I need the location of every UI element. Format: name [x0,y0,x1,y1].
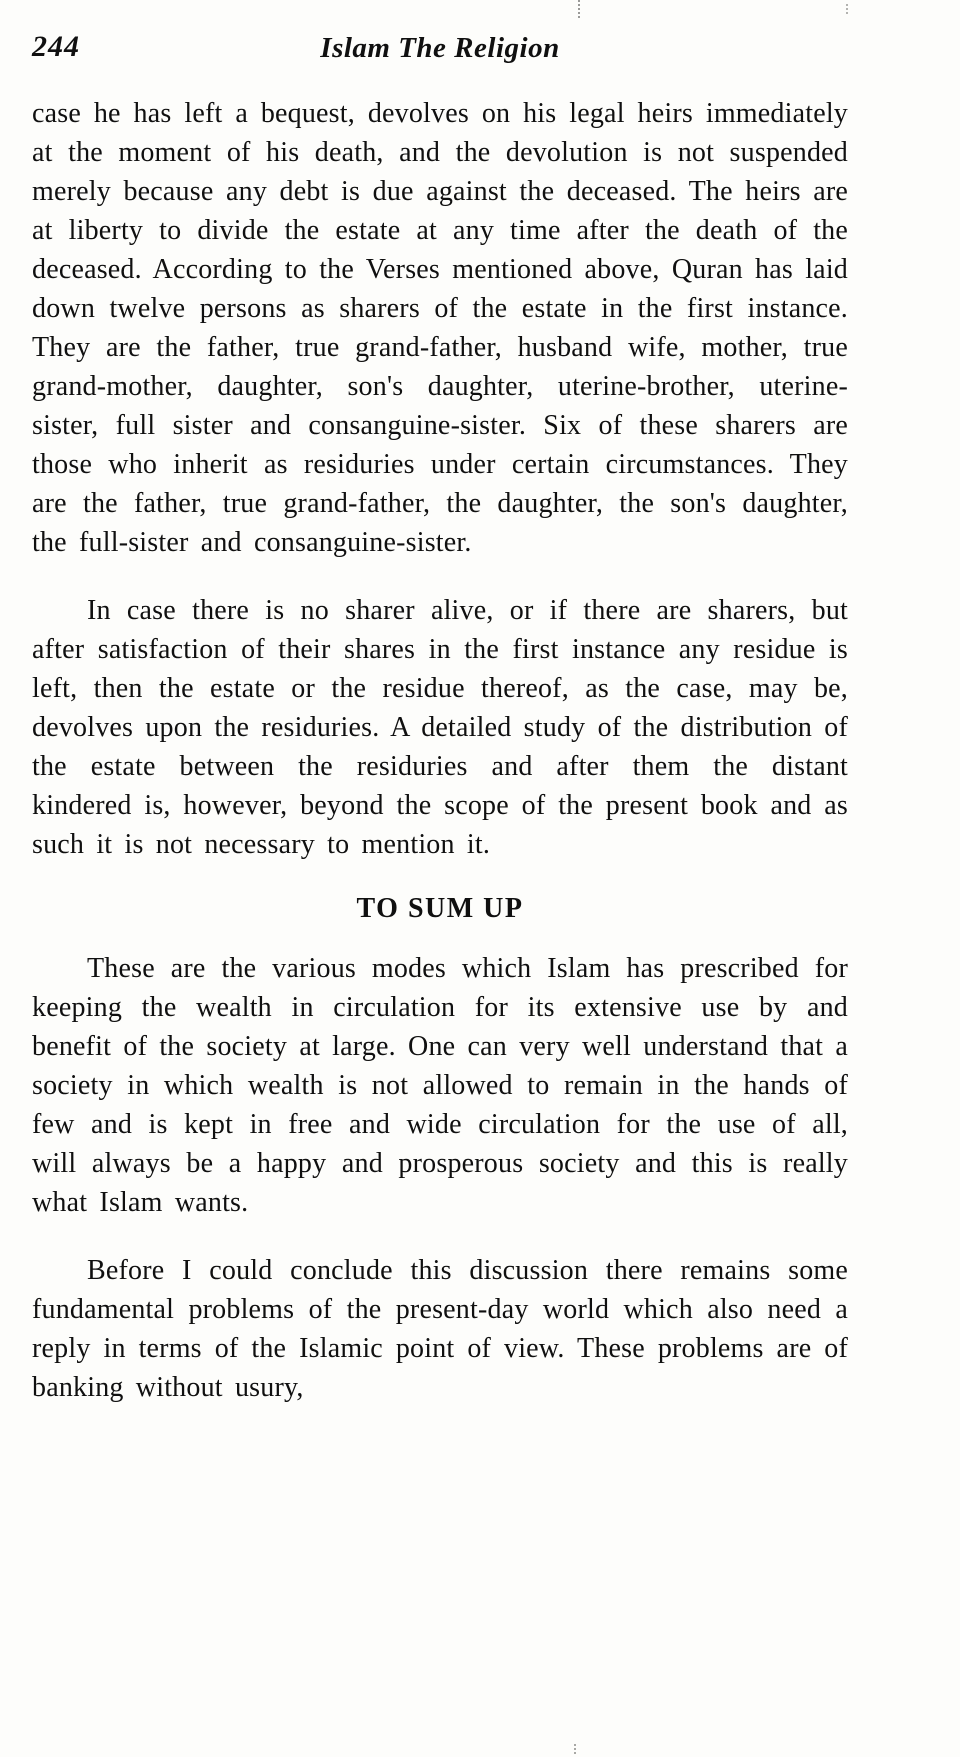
running-header [32,26,848,70]
scan-artifact [846,4,851,14]
paragraph-2: In case there is no sharer alive, or if there are sharers, but after satisfaction of their shares in the first instance any residue is left, then the estate or the residue thereof, as the case, may be, devolves upon the residuries. A detailed study of the distribution of the estate between the residuries and after them the distant kindered is, however, beyond the scope of the present book and as such it is not necessary to mention it. [32,595,848,860]
paragraph-3: These are the various modes which Islam has prescribed for keeping the wealth in circulation for its extensive use by and benefit of the society at large. One can very well understand that a society in which wealth is not allowed to remain in the hands of few and is kept in free and wide circulation for the use of all, will always be a happy and prosperous society and this is really what Islam wants. [32,953,848,1218]
page-body [32,94,848,1407]
paragraph-continuation: case he has left a bequest, devolves on his legal heirs immediately at the moment of his death, and the devolution is not suspended merely because any debt is due against the deceased. The heirs are at liberty to divide the estate at any time after the death of the deceased. According to the Verses mentioned above, Quran has laid down twelve persons as sharers of the estate in the first instance. They are the father, true grand-father, husband wife, mother, true grand-mother, daughter, son's daughter, uterine-brother, uterine-sister, full sister and consanguine-sister. Six of these sharers are those who inherit as residuries under certain circumstances. They are the father, true grand-father, the daughter, the son's daughter, the full-sister and consanguine-sister. [32,98,848,558]
page-number: 244 [32,30,80,63]
book-title: Islam The Religion [320,32,560,64]
scan-artifact [574,1744,578,1754]
section-heading: TO SUM UP [356,893,524,924]
scan-artifact [578,0,582,18]
paragraph-4: Before I could conclude this discussion there remains some fundamental problems of the present-day world which also need a reply in terms of the Islamic point of view. These problems are of banking without usury, [32,1255,848,1403]
